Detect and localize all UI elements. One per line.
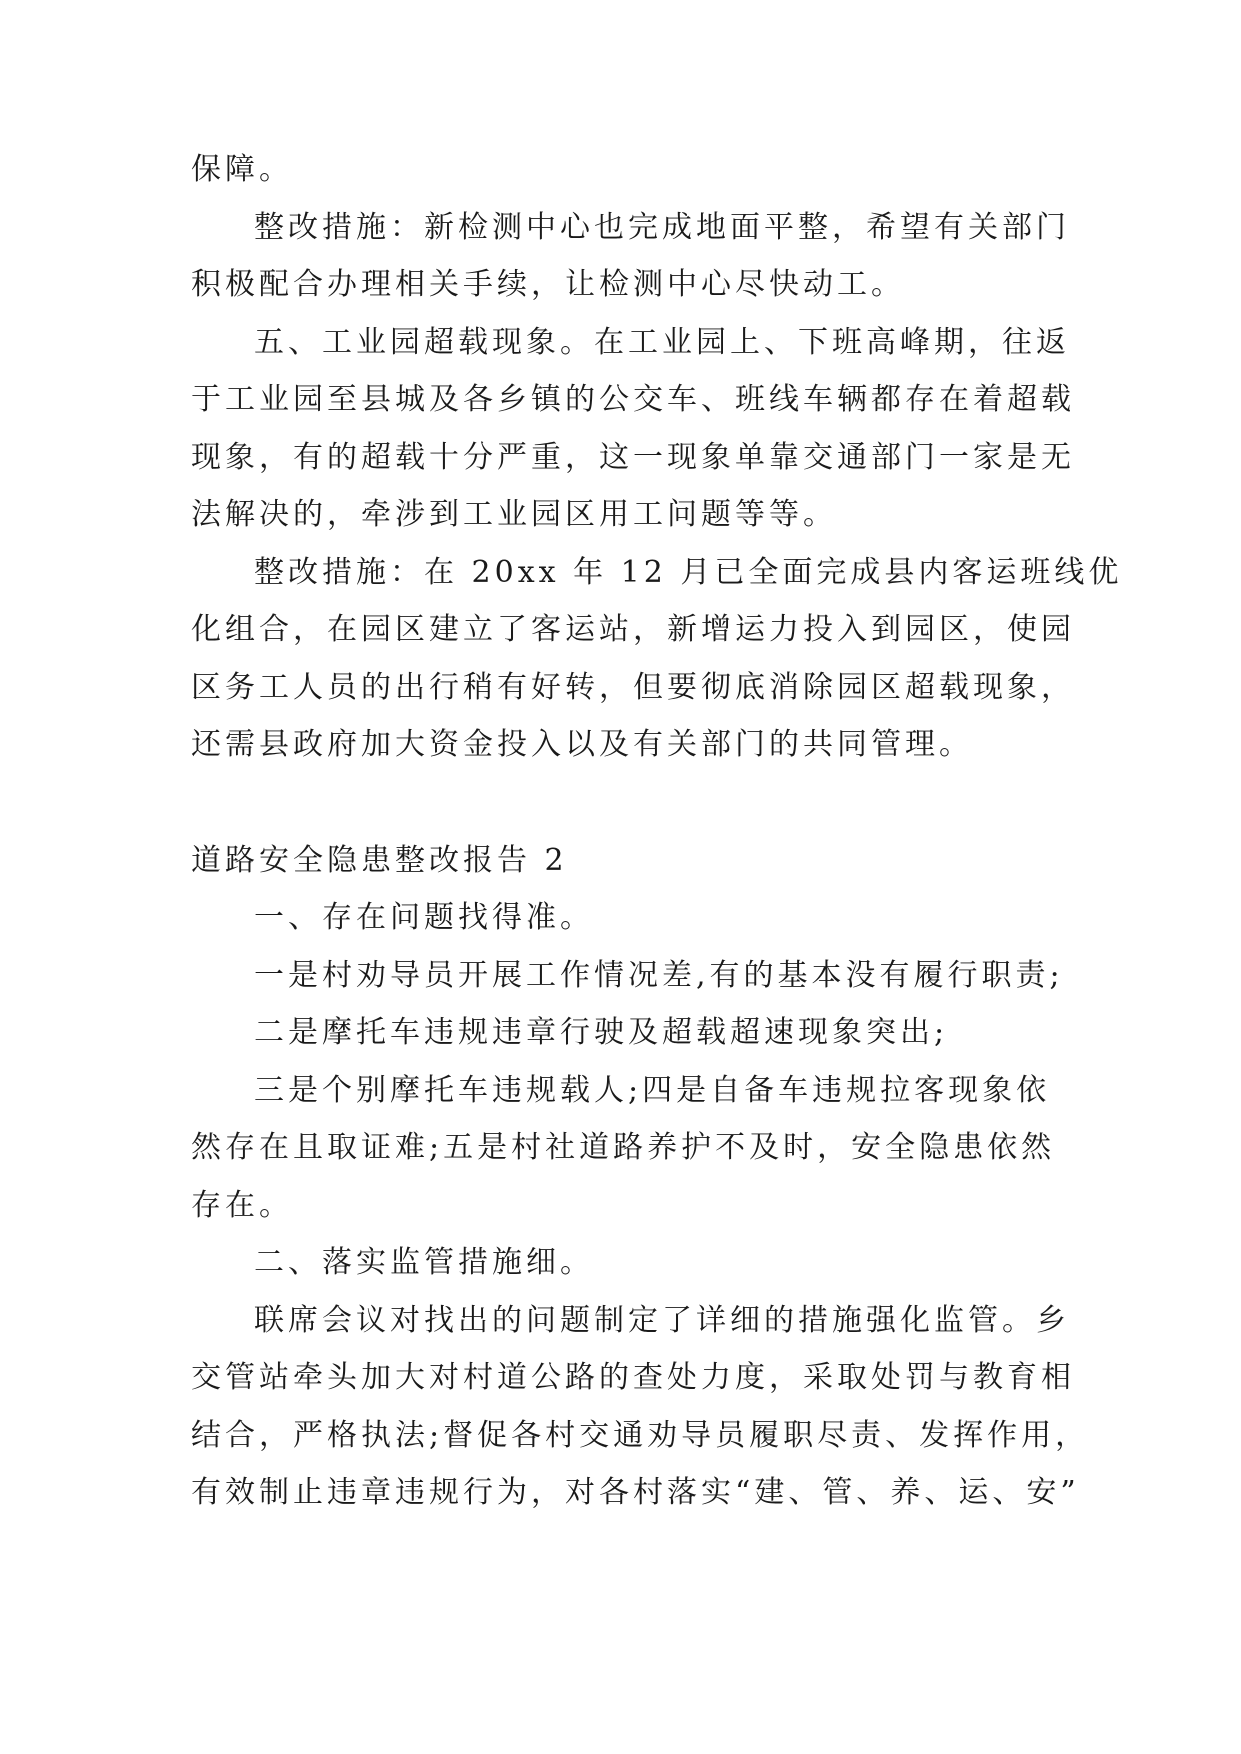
- text-line: 现象，有的超载十分严重，这一现象单靠交通部门一家是无: [191, 440, 1075, 475]
- document-body: [191, 0, 1123, 1754]
- text-line: 有效制止违章违规行为，对各村落实“建、管、养、运、安”: [191, 1475, 1080, 1510]
- text-line: 于工业园至县城及各乡镇的公交车、班线车辆都存在着超载: [191, 382, 1075, 417]
- text-line: 一、存在问题找得准。: [254, 900, 594, 935]
- text-line: 交管站牵头加大对村道公路的查处力度，采取处罚与教育相: [191, 1360, 1075, 1395]
- text-line: 联席会议对找出的问题制定了详细的措施强化监管。乡: [254, 1303, 1070, 1338]
- section-heading: 道路安全隐患整改报告 2: [191, 843, 568, 878]
- text-line: 积极配合办理相关手续，让检测中心尽快动工。: [191, 267, 905, 302]
- text-line: 整改措施：在 20xx 年 12 月已全面完成县内客运班线优: [254, 555, 1123, 590]
- text-line: 区务工人员的出行稍有好转，但要彻底消除园区超载现象，: [191, 670, 1075, 705]
- text-line: 存在。: [191, 1188, 293, 1223]
- text-line: 一是村劝导员开展工作情况差,有的基本没有履行职责;: [254, 958, 1064, 993]
- text-line: 还需县政府加大资金投入以及有关部门的共同管理。: [191, 727, 973, 762]
- text-line: 二是摩托车违规违章行驶及超载超速现象突出;: [254, 1015, 949, 1050]
- text-line: 三是个别摩托车违规载人;四是自备车违规拉客现象依: [254, 1073, 1051, 1108]
- text-line: 整改措施：新检测中心也完成地面平整，希望有关部门: [254, 210, 1070, 245]
- text-line: 化组合，在园区建立了客运站，新增运力投入到园区，使园: [191, 612, 1075, 647]
- text-line: 然存在且取证难;五是村社道路养护不及时，安全隐患依然: [191, 1130, 1056, 1165]
- text-line: 保障。: [191, 152, 293, 187]
- text-line: 二、落实监管措施细。: [254, 1245, 594, 1280]
- text-line: 结合，严格执法;督促各村交通劝导员履职尽责、发挥作用，: [191, 1418, 1090, 1453]
- text-line: 法解决的，牵涉到工业园区用工问题等等。: [191, 497, 837, 532]
- text-line: 五、工业园超载现象。在工业园上、下班高峰期，往返: [254, 325, 1070, 360]
